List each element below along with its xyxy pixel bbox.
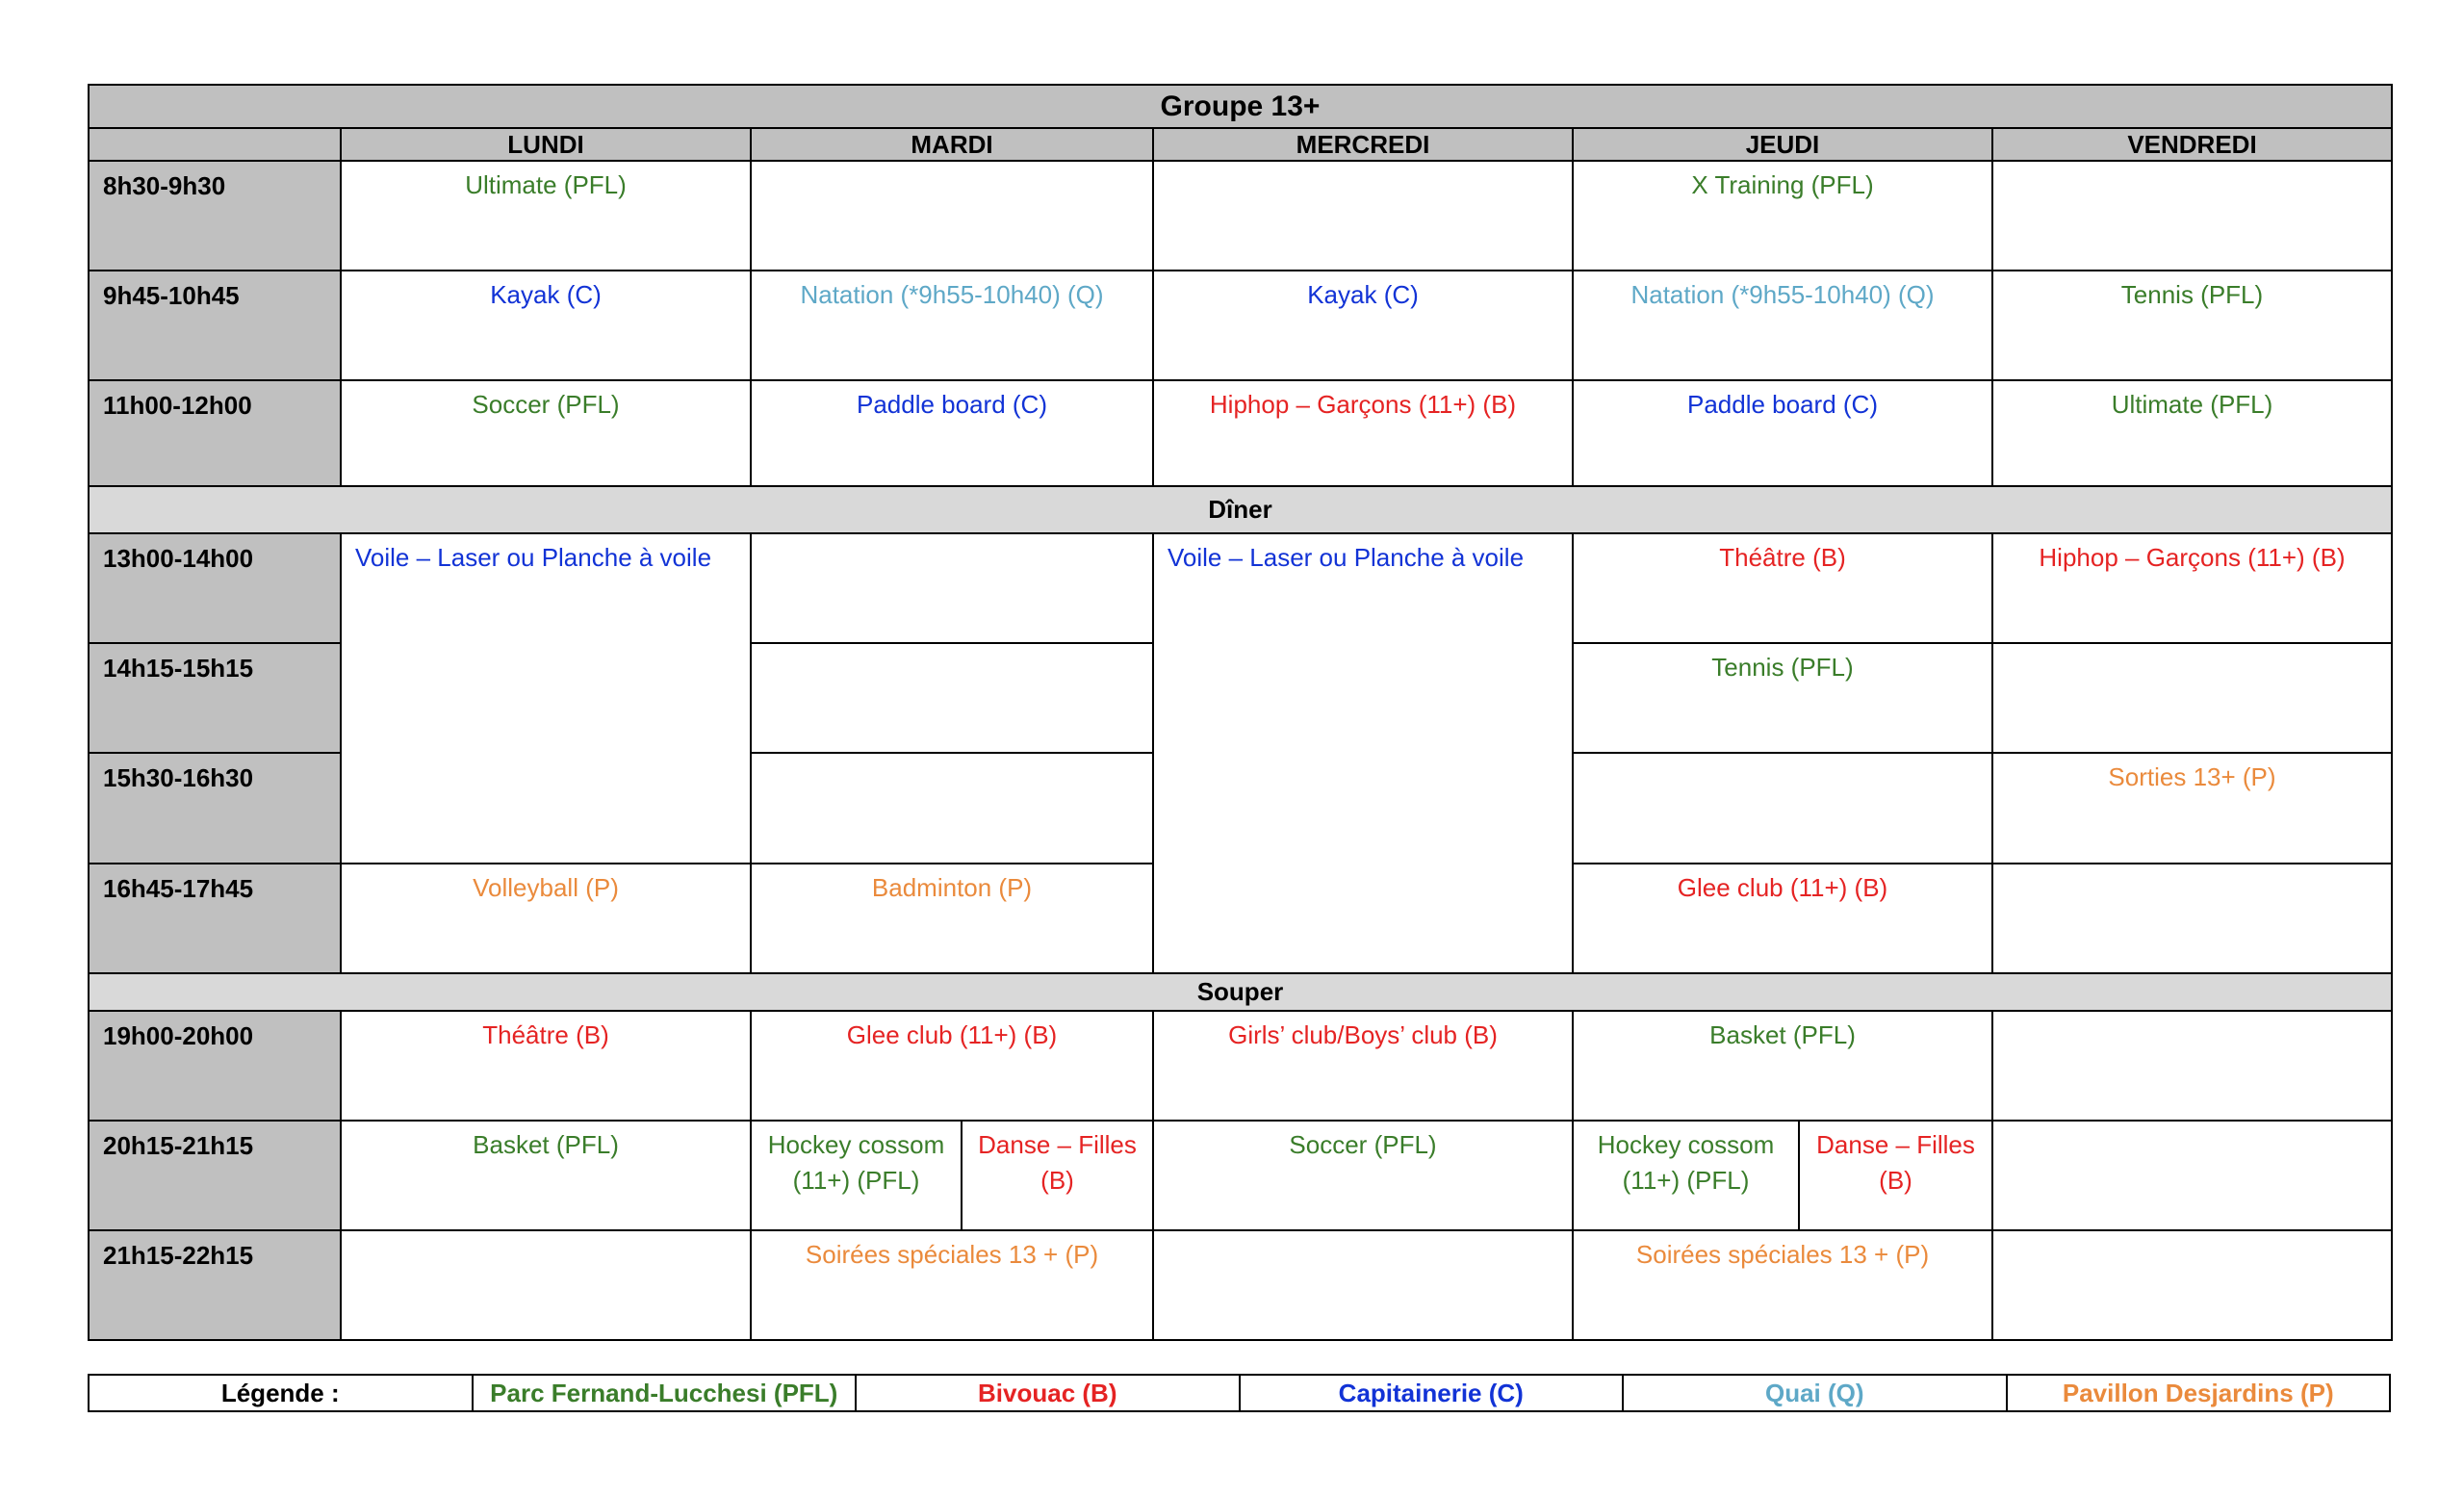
activity-r7-jeudi: Glee club (11+) (B): [1573, 864, 1992, 973]
activity-r3-lundi: Soccer (PFL): [341, 380, 751, 486]
empty-slot-r10-lundi: [341, 1230, 751, 1340]
time-slot-1: 8h30-9h30: [89, 161, 341, 271]
activity-r3-mardi: Paddle board (C): [751, 380, 1153, 486]
legend-bivouac: Bivouac (B): [856, 1375, 1240, 1411]
time-slot-2: 9h45-10h45: [89, 271, 341, 380]
day-header-vendredi: VENDREDI: [1992, 128, 2392, 161]
activity-r3-jeudi: Paddle board (C): [1573, 380, 1992, 486]
activity-r4-mercredi: Voile – Laser ou Planche à voile: [1153, 533, 1573, 972]
empty-slot-r10-mercredi: [1153, 1230, 1573, 1340]
split-cell-r9-mardi: [751, 1121, 1153, 1230]
time-slot-4: 13h00-14h00: [89, 533, 341, 643]
activity-r10-mardi: Soirées spéciales 13 + (P): [751, 1230, 1153, 1340]
activity-r3-vendredi: Ultimate (PFL): [1992, 380, 2392, 486]
activity-r1-jeudi: X Training (PFL): [1573, 161, 1992, 271]
empty-slot-r1-mercredi: [1153, 161, 1573, 271]
schedule-table: [88, 84, 2393, 1341]
activity-r8-mardi: Glee club (11+) (B): [751, 1011, 1153, 1121]
activity-r8-mercredi: Girls’ club/Boys’ club (B): [1153, 1011, 1573, 1121]
legend-quai: Quai (Q): [1623, 1375, 2007, 1411]
schedule-title: Groupe 13+: [89, 85, 2392, 128]
activity-r4-lundi: Voile – Laser ou Planche à voile: [341, 533, 751, 863]
legend-pfl: Parc Fernand-Lucchesi (PFL): [473, 1375, 857, 1411]
activity-r8-jeudi: Basket (PFL): [1573, 1011, 1992, 1121]
time-slot-3: 11h00-12h00: [89, 380, 341, 486]
empty-slot-r10-vendredi: [1992, 1230, 2392, 1340]
day-header-mardi: MARDI: [751, 128, 1153, 161]
legend-label: Légende :: [89, 1375, 473, 1411]
split-table-r9-jeudi: [1574, 1122, 1991, 1229]
activity-r9-mardi-a: Hockey cossom (11+) (PFL): [752, 1122, 962, 1229]
empty-slot-r1-mardi: [751, 161, 1153, 271]
day-header-lundi: LUNDI: [341, 128, 751, 161]
activity-r1-lundi: Ultimate (PFL): [341, 161, 751, 271]
empty-slot-r5-mardi: [751, 643, 1153, 753]
time-slot-9: 20h15-21h15: [89, 1121, 341, 1230]
activity-r2-vendredi: Tennis (PFL): [1992, 271, 2392, 380]
activity-r8-lundi: Théâtre (B): [341, 1011, 751, 1121]
empty-slot-r1-vendredi: [1992, 161, 2392, 271]
empty-slot-r8-vendredi: [1992, 1011, 2392, 1121]
empty-slot-r9-vendredi: [1992, 1121, 2392, 1230]
time-slot-7: 16h45-17h45: [89, 864, 341, 973]
day-header-jeudi: JEUDI: [1573, 128, 1992, 161]
lunch-break-row: Dîner: [89, 486, 2392, 533]
split-cell-r9-jeudi: [1573, 1121, 1992, 1230]
activity-r4-jeudi: Théâtre (B): [1573, 533, 1992, 643]
time-slot-5: 14h15-15h15: [89, 643, 341, 753]
activity-r2-jeudi: Natation (*9h55-10h40) (Q): [1573, 271, 1992, 380]
activity-r9-jeudi-a: Hockey cossom (11+) (PFL): [1574, 1122, 1799, 1229]
split-table-r9-mardi: [752, 1122, 1152, 1229]
activity-r7-mardi: Badminton (P): [751, 864, 1153, 973]
activity-r6-vendredi: Sorties 13+ (P): [1992, 753, 2392, 863]
empty-slot-r6-jeudi: [1573, 753, 1992, 863]
activity-r9-mercredi: Soccer (PFL): [1153, 1121, 1573, 1230]
activity-r2-mercredi: Kayak (C): [1153, 271, 1573, 380]
activity-r3-mercredi: Hiphop – Garçons (11+) (B): [1153, 380, 1573, 486]
empty-slot-r6-mardi: [751, 753, 1153, 863]
activity-r2-mardi: Natation (*9h55-10h40) (Q): [751, 271, 1153, 380]
activity-r10-jeudi: Soirées spéciales 13 + (P): [1573, 1230, 1992, 1340]
legend-pavillon: Pavillon Desjardins (P): [2007, 1375, 2391, 1411]
time-slot-10: 21h15-22h15: [89, 1230, 341, 1340]
legend-table: [88, 1374, 2391, 1412]
activity-r7-lundi: Volleyball (P): [341, 864, 751, 973]
time-slot-8: 19h00-20h00: [89, 1011, 341, 1121]
legend-capitainerie: Capitainerie (C): [1240, 1375, 1624, 1411]
empty-slot-r5-vendredi: [1992, 643, 2392, 753]
empty-slot-r4-mardi: [751, 533, 1153, 643]
activity-r9-mardi-b: Danse – Filles (B): [978, 1129, 1137, 1195]
header-corner: [89, 128, 341, 161]
time-slot-6: 15h30-16h30: [89, 753, 341, 863]
activity-r2-lundi: Kayak (C): [341, 271, 751, 380]
day-header-mercredi: MERCREDI: [1153, 128, 1573, 161]
activity-r9-jeudi-b: Danse – Filles (B): [1816, 1129, 1975, 1195]
activity-r4-vendredi: Hiphop – Garçons (11+) (B): [1992, 533, 2392, 643]
activity-r9-lundi: Basket (PFL): [341, 1121, 751, 1230]
dinner-break-row: Souper: [89, 973, 2392, 1011]
activity-r5-jeudi: Tennis (PFL): [1573, 643, 1992, 753]
empty-slot-r7-vendredi: [1992, 864, 2392, 973]
